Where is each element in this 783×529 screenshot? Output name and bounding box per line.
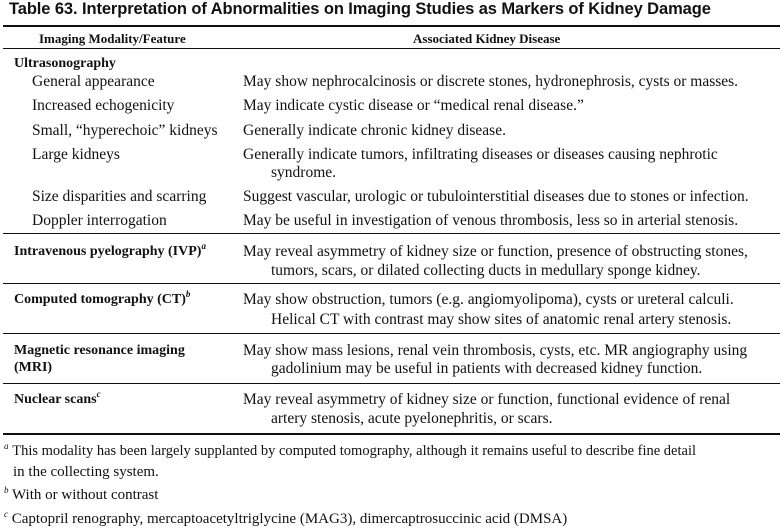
- modality-mri-line2: (MRI): [14, 360, 53, 375]
- feature-small-kidneys: Small, “hyperechoic” kidneys: [32, 122, 218, 139]
- modality-ct-label: Computed tomography (CT): [14, 292, 186, 307]
- bottom-rule: [3, 433, 780, 435]
- top-rule: [3, 25, 780, 27]
- feature-increased-echogenicity: Increased echogenicity: [32, 97, 175, 114]
- footnote-b: [4, 486, 158, 505]
- footnote-a-mark: a: [4, 441, 9, 451]
- disease-increased-echogenicity: May indicate cystic disease or “medical renal disease.”: [243, 97, 584, 114]
- modality-mri-line1: Magnetic resonance imaging: [14, 343, 185, 358]
- footnote-b-mark: b: [4, 485, 9, 495]
- modality-ct: [14, 290, 190, 309]
- section-rule: [3, 233, 780, 234]
- footnote-a-line2: in the collecting system.: [13, 464, 159, 480]
- disease-nuclear-line1: May reveal asymmetry of kidney size or function, functional evidence of renal: [243, 391, 731, 408]
- footnote-c: [4, 510, 567, 529]
- footnote-c-mark: c: [4, 509, 8, 519]
- feature-size-disparities: Size disparities and scarring: [32, 188, 207, 205]
- section-rule: [3, 383, 780, 384]
- column-header-modality: Imaging Modality/Feature: [39, 31, 186, 46]
- disease-large-kidneys-line1: Generally indicate tumors, infiltrating diseases or diseases causing nephrotic: [243, 146, 718, 163]
- disease-ivp-line1: May reveal asymmetry of kidney size or function, presence of obstructing stones,: [243, 243, 748, 260]
- feature-doppler: Doppler interrogation: [32, 212, 167, 229]
- disease-general-appearance: May show nephrocalcinosis or discrete stones, hydronephrosis, cysts or masses.: [243, 73, 739, 90]
- footnote-mark-b: b: [185, 289, 191, 299]
- footnote-a-line1: [4, 442, 696, 461]
- table-title: Table 63. Interpretation of Abnormalities on Imaging Studies as Markers of Kidney Damage: [9, 0, 711, 18]
- disease-ct-line2: Helical CT with contrast may show sites of anatomic renal artery stenosis.: [271, 311, 732, 328]
- column-header-disease: Associated Kidney Disease: [413, 31, 561, 46]
- disease-mri-line1: May show mass lesions, renal vein thrombosis, cysts, etc. MR angiography using: [243, 342, 748, 359]
- modality-nuclear: [14, 390, 101, 409]
- feature-general-appearance: General appearance: [32, 73, 155, 90]
- disease-ct-line1: May show obstruction, tumors (e.g. angiomyolipoma), cysts or ureteral calculi.: [243, 291, 734, 308]
- feature-large-kidneys: Large kidneys: [32, 146, 120, 163]
- section-rule: [3, 333, 780, 334]
- disease-size-disparities: Suggest vascular, urologic or tubulointerstitial diseases due to stones or infection.: [243, 188, 749, 205]
- disease-doppler: May be useful in investigation of venous thrombosis, less so in arterial stenosis.: [243, 212, 739, 229]
- footnote-mark-a: a: [201, 241, 206, 251]
- section-rule: [3, 283, 780, 284]
- footnote-c-text: Captopril renography, mercaptoacetyltriglycine (MAG3), dimercaptrosuccinic acid (DMSA): [11, 511, 568, 527]
- modality-nuclear-label: Nuclear scans: [14, 392, 97, 407]
- footnote-b-text: With or without contrast: [11, 487, 159, 503]
- header-rule: [3, 48, 780, 49]
- footnote-a-text: This modality has been largely supplanted by computed tomography, although it remains useful to describe fine detail: [12, 443, 697, 459]
- disease-mri-line2: gadolinium may be useful in patients with decreased kidney function.: [271, 360, 703, 377]
- disease-nuclear-line2: artery stenosis, acute pyelonephritis, or scars.: [271, 410, 553, 427]
- modality-ivp-label: Intravenous pyelography (IVP): [14, 244, 202, 259]
- footnote-mark-c: c: [96, 389, 101, 399]
- disease-ivp-line2: tumors, scars, or dilated collecting ducts in medullary sponge kidney.: [271, 262, 701, 279]
- disease-small-kidneys: Generally indicate chronic kidney disease.: [243, 122, 506, 139]
- modality-ivp: [14, 242, 206, 261]
- disease-large-kidneys-line2: syndrome.: [271, 164, 337, 181]
- modality-ultrasonography: Ultrasonography: [14, 56, 116, 71]
